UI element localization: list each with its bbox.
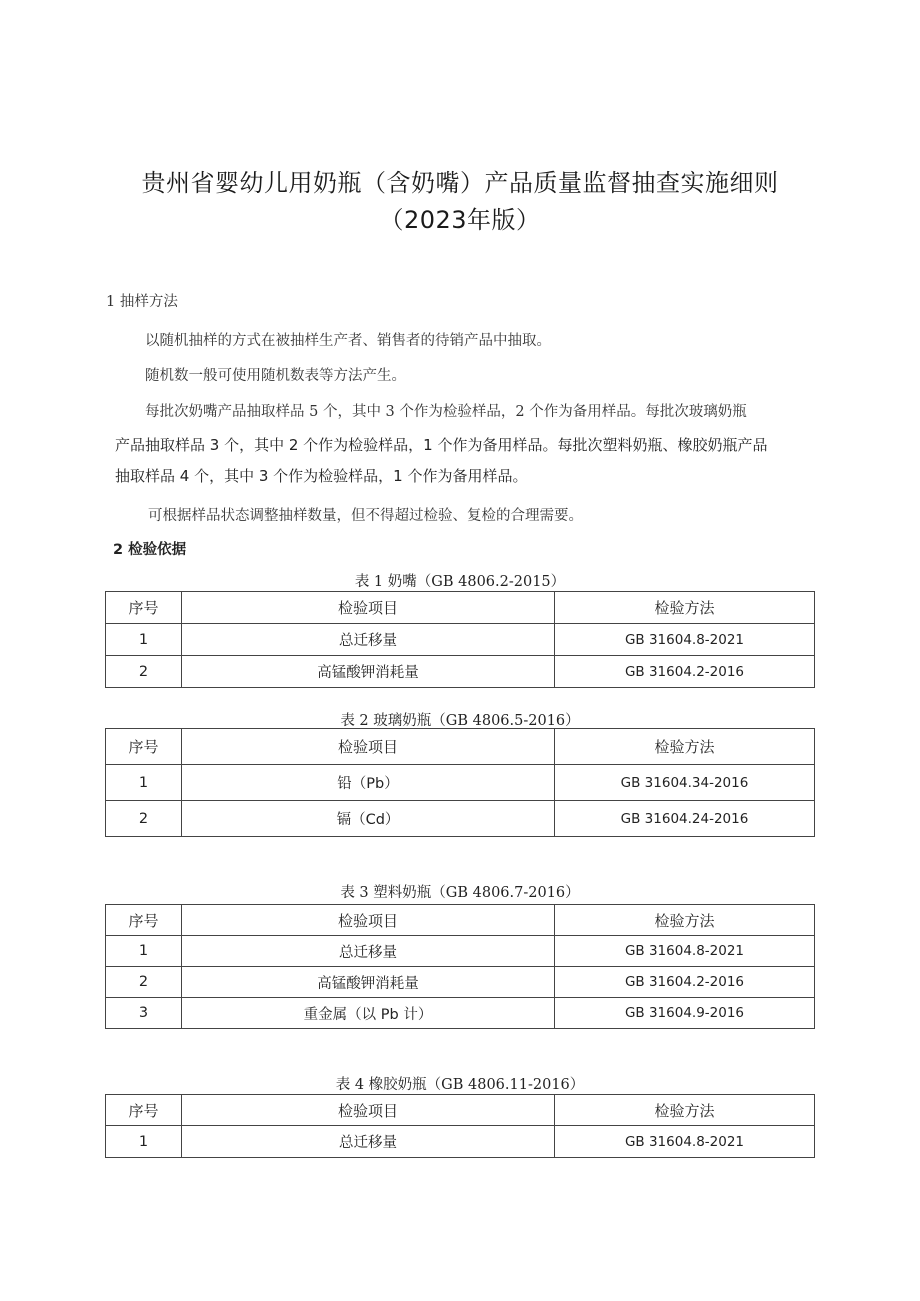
cell-no: 2: [106, 656, 182, 688]
cell-no: 1: [106, 936, 182, 967]
cell-item: 重金属（以 Pb 计）: [182, 998, 555, 1029]
paragraph: 以随机抽样的方式在被抽样生产者、销售者的待销产品中抽取。: [145, 333, 551, 349]
header-cell-no: 序号: [106, 592, 182, 624]
cell-no: 3: [106, 998, 182, 1029]
inspection-table-1: [105, 591, 815, 688]
header-cell-method: 检验方法: [555, 905, 815, 936]
paragraph: 随机数一般可使用随机数表等方法产生。: [145, 368, 406, 384]
paragraph: 产品抽取样品 3 个，其中 2 个作为检验样品，1 个作为备用样品。每批次塑料奶瓶、橡胶奶瓶产品: [115, 436, 768, 454]
table-row: [106, 656, 815, 688]
cell-item: 总迁移量: [182, 624, 555, 656]
header-cell-method: 检验方法: [555, 729, 815, 765]
table-caption: 表 1 奶嘴（GB 4806.2-2015）: [354, 574, 566, 590]
header-cell-item: 检验项目: [182, 729, 555, 765]
cell-item: 高锰酸钾消耗量: [182, 967, 555, 998]
table-caption: 表 2 玻璃奶瓶（GB 4806.5-2016）: [340, 713, 580, 729]
table-row: [106, 967, 815, 998]
table-header-row: [106, 905, 815, 936]
section-2-heading: 2 检验依据: [113, 542, 187, 558]
table-caption: 表 3 塑料奶瓶（GB 4806.7-2016）: [340, 885, 580, 901]
paragraph: 可根据样品状态调整抽样数量，但不得超过检验、复检的合理需要。: [148, 508, 583, 524]
paragraph: 每批次奶嘴产品抽取样品 5 个，其中 3 个作为检验样品，2 个作为备用样品。每批次玻璃奶瓶: [145, 404, 747, 420]
cell-method: GB 31604.34-2016: [555, 765, 815, 801]
cell-item: 总迁移量: [182, 1126, 555, 1158]
cell-item: 总迁移量: [182, 936, 555, 967]
header-cell-no: 序号: [106, 1095, 182, 1126]
cell-item: 铅（Pb）: [182, 765, 555, 801]
inspection-table-4: [105, 1094, 815, 1158]
cell-method: GB 31604.8-2021: [555, 1126, 815, 1158]
cell-no: 1: [106, 1126, 182, 1158]
cell-method: GB 31604.24-2016: [555, 801, 815, 837]
header-cell-method: 检验方法: [555, 1095, 815, 1126]
cell-method: GB 31604.2-2016: [555, 967, 815, 998]
header-cell-item: 检验项目: [182, 905, 555, 936]
cell-no: 2: [106, 967, 182, 998]
inspection-table-3: [105, 904, 815, 1029]
table-header-row: [106, 1095, 815, 1126]
table-header-row: [106, 592, 815, 624]
cell-item: 高锰酸钾消耗量: [182, 656, 555, 688]
table-row: [106, 624, 815, 656]
table-row: [106, 1126, 815, 1158]
paragraph: 抽取样品 4 个，其中 3 个作为检验样品，1 个作为备用样品。: [115, 467, 528, 485]
inspection-table-2: [105, 728, 815, 837]
cell-no: 1: [106, 624, 182, 656]
header-cell-method: 检验方法: [555, 592, 815, 624]
header-cell-no: 序号: [106, 905, 182, 936]
cell-method: GB 31604.9-2016: [555, 998, 815, 1029]
table-row: [106, 936, 815, 967]
table-row: [106, 765, 815, 801]
header-cell-item: 检验项目: [182, 1095, 555, 1126]
cell-no: 2: [106, 801, 182, 837]
document-subtitle: （2023年版）: [379, 206, 541, 234]
table-caption: 表 4 橡胶奶瓶（GB 4806.11-2016）: [335, 1077, 585, 1093]
cell-no: 1: [106, 765, 182, 801]
cell-method: GB 31604.2-2016: [555, 656, 815, 688]
table-row: [106, 801, 815, 837]
table-row: [106, 998, 815, 1029]
header-cell-item: 检验项目: [182, 592, 555, 624]
cell-method: GB 31604.8-2021: [555, 936, 815, 967]
table-header-row: [106, 729, 815, 765]
cell-item: 镉（Cd）: [182, 801, 555, 837]
document-title: 贵州省婴幼儿用奶瓶（含奶嘴）产品质量监督抽查实施细则: [141, 169, 779, 197]
cell-method: GB 31604.8-2021: [555, 624, 815, 656]
header-cell-no: 序号: [106, 729, 182, 765]
section-1-heading: 1 抽样方法: [106, 294, 178, 310]
